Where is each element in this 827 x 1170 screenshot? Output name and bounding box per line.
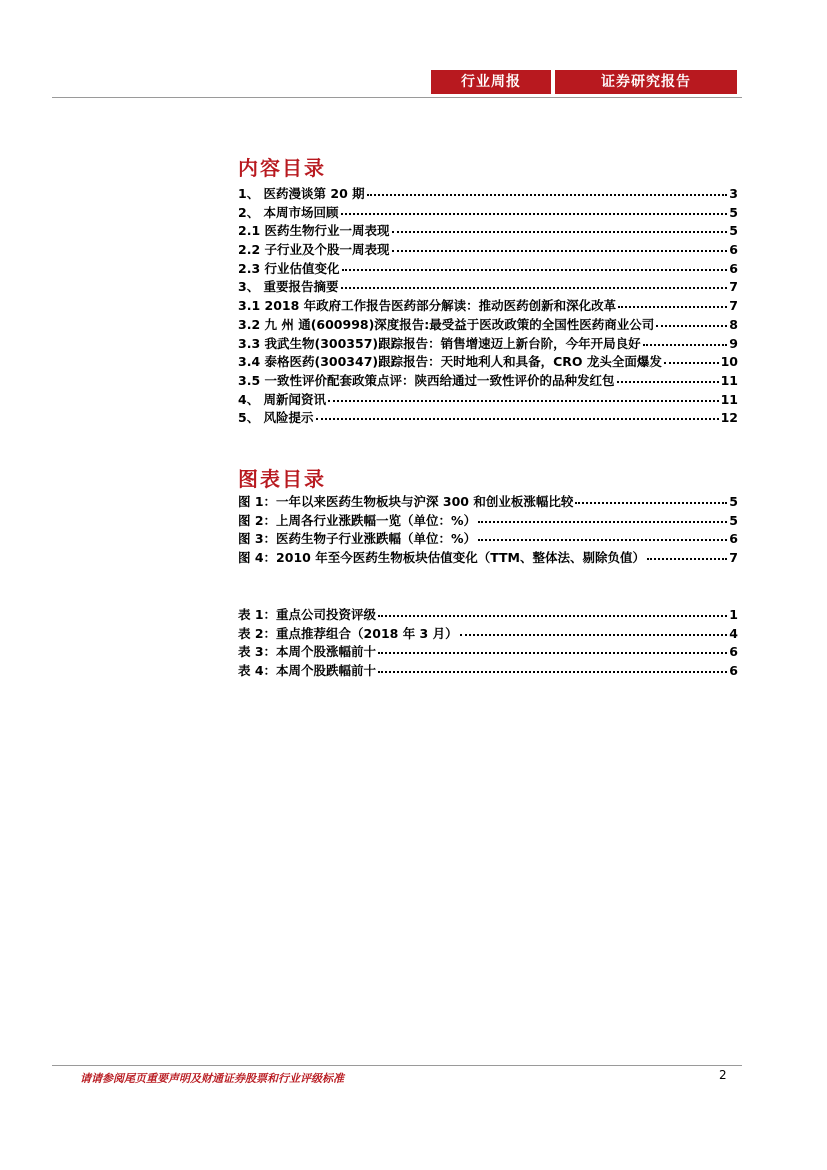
toc-entry-label: 4、 周新闻资讯 [238, 391, 327, 407]
toc-entry[interactable] [238, 492, 738, 511]
toc-entry-label: 3、 重要报告摘要 [238, 279, 339, 295]
toc-entry[interactable] [238, 642, 738, 661]
toc-entry-label: 图 1：一年以来医药生物板块与沪深 300 和创业板涨幅比较 [238, 494, 574, 509]
toc-entry-label: 图 3：医药生物子行业涨跌幅（单位：%） [238, 531, 477, 547]
toc-entry-label: 2.1 医药生物行业一周表现 [238, 223, 390, 239]
toc-entry-page: 6 [729, 644, 738, 660]
toc-entry[interactable] [238, 390, 738, 409]
figures-title: 图表目录 [238, 467, 326, 491]
page-number: 2 [719, 1068, 727, 1082]
toc-entry-page: 11 [720, 372, 738, 388]
toc-entry[interactable] [238, 203, 738, 222]
report-header-tags [431, 70, 737, 94]
toc-leader-dots [367, 184, 728, 196]
toc-entry[interactable] [238, 352, 738, 371]
toc-entry-label: 2.3 行业估值变化 [238, 260, 340, 276]
toc-entry[interactable] [238, 221, 738, 240]
toc-entry-label: 表 2：重点推荐组合（2018 年 3 月） [238, 625, 458, 641]
toc-entry-page: 12 [720, 410, 738, 426]
toc-entry-page: 7 [729, 279, 738, 295]
toc-entry-label: 2.2 子行业及个股一周表现 [238, 242, 390, 258]
toc-entry-page: 7 [729, 298, 738, 314]
toc-entry[interactable] [238, 408, 738, 427]
toc-entry-label: 1、 医药漫谈第 20 期 [238, 186, 365, 201]
toc-entry-page: 5 [729, 204, 738, 220]
toc-leader-dots [342, 259, 728, 271]
toc-entry-label: 3.2 九 州 通(600998)深度报告:最受益于医改政策的全国性医药商业公司 [238, 316, 655, 332]
toc-leader-dots [575, 492, 727, 504]
report-type-tag: 行业周报 [431, 70, 551, 94]
toc-entry-page: 6 [729, 531, 738, 547]
toc-entry[interactable] [238, 277, 738, 296]
toc-entry-page: 5 [729, 512, 738, 528]
toc-leader-dots [378, 661, 727, 673]
toc-entry-label: 3.5 一致性评价配套政策点评：陕西给通过一致性评价的品种发红包 [238, 372, 615, 388]
toc-entry[interactable] [238, 184, 738, 203]
report-category-tag: 证券研究报告 [555, 70, 737, 94]
header-divider [52, 97, 742, 98]
toc-leader-dots [392, 221, 728, 233]
toc-entry[interactable] [238, 315, 738, 334]
toc-entry-page: 10 [720, 354, 738, 370]
toc-entry[interactable] [238, 605, 738, 624]
toc-entry-page: 3 [729, 186, 738, 201]
contents-list [238, 184, 738, 427]
toc-entry[interactable] [238, 624, 738, 643]
toc-entry-page: 6 [729, 242, 738, 258]
toc-entry-label: 表 1：重点公司投资评级 [238, 607, 377, 622]
toc-entry[interactable] [238, 259, 738, 278]
toc-leader-dots [664, 352, 719, 364]
toc-entry-label: 2、 本周市场回顾 [238, 204, 339, 220]
toc-entry[interactable] [238, 529, 738, 548]
toc-entry[interactable] [238, 511, 738, 530]
toc-entry-label: 5、 风险提示 [238, 410, 314, 426]
toc-leader-dots [378, 642, 727, 654]
toc-entry[interactable] [238, 296, 738, 315]
toc-entry-label: 3.3 我武生物(300357)跟踪报告：销售增速迈上新台阶，今年开局良好 [238, 335, 641, 351]
toc-entry-page: 6 [729, 260, 738, 276]
toc-leader-dots [460, 624, 728, 636]
toc-leader-dots [341, 277, 728, 289]
footer-disclaimer: 请请参阅尾页重要声明及财通证券股票和行业评级标准 [80, 1072, 344, 1085]
toc-entry-page: 11 [720, 391, 738, 407]
toc-leader-dots [643, 334, 728, 346]
toc-entry-label: 图 2：上周各行业涨跌幅一览（单位：%） [238, 512, 477, 528]
toc-leader-dots [647, 548, 727, 560]
toc-entry[interactable] [238, 371, 738, 390]
toc-entry[interactable] [238, 240, 738, 259]
toc-leader-dots [617, 371, 719, 383]
table-list [238, 605, 738, 680]
toc-entry-label: 表 4：本周个股跌幅前十 [238, 663, 377, 679]
footer-divider [52, 1065, 742, 1066]
toc-entry-page: 9 [729, 335, 738, 351]
toc-leader-dots [378, 605, 727, 617]
toc-leader-dots [328, 390, 719, 402]
toc-leader-dots [618, 296, 727, 308]
toc-leader-dots [656, 315, 727, 327]
toc-entry-label: 3.4 泰格医药(300347)跟踪报告：天时地利人和具备，CRO 龙头全面爆发 [238, 354, 662, 370]
toc-entry[interactable] [238, 334, 738, 353]
toc-leader-dots [478, 529, 727, 541]
toc-entry-page: 1 [729, 607, 738, 622]
toc-leader-dots [478, 511, 727, 523]
toc-entry-page: 6 [729, 663, 738, 679]
toc-entry[interactable] [238, 548, 738, 567]
toc-entry-label: 图 4：2010 年至今医药生物板块估值变化（TTM、整体法、剔除负值） [238, 550, 645, 566]
toc-entry-page: 7 [729, 550, 738, 566]
toc-entry[interactable] [238, 661, 738, 680]
toc-entry-page: 5 [729, 223, 738, 239]
toc-leader-dots [392, 240, 728, 252]
toc-entry-page: 4 [729, 625, 738, 641]
chart-list [238, 492, 738, 567]
toc-entry-label: 表 3：本周个股涨幅前十 [238, 644, 377, 660]
toc-leader-dots [341, 203, 728, 215]
toc-entry-page: 5 [729, 494, 738, 509]
toc-entry-page: 8 [729, 316, 738, 332]
contents-title: 内容目录 [238, 156, 326, 180]
toc-leader-dots [316, 408, 719, 420]
toc-entry-label: 3.1 2018 年政府工作报告医药部分解读：推动医药创新和深化改革 [238, 298, 617, 314]
